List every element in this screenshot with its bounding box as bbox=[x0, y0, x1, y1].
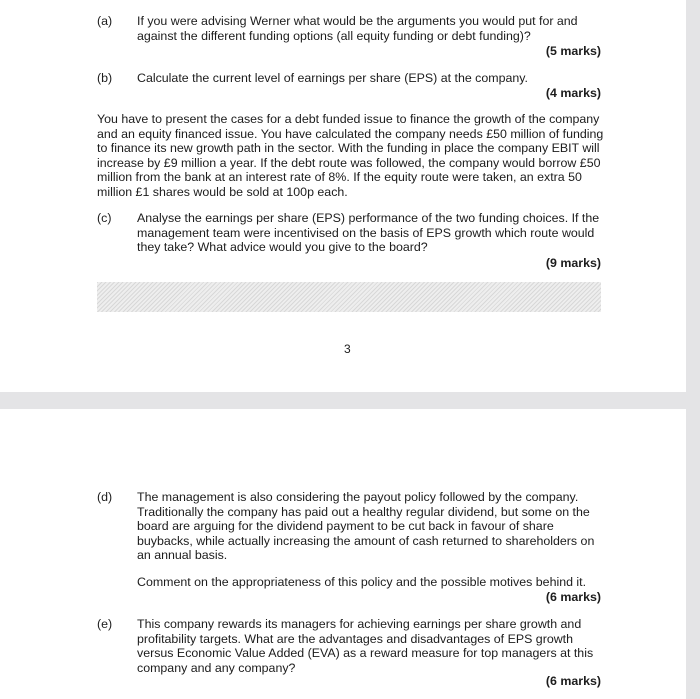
scenario-line-3: to finance its new growth path in the sector. With the funding in place the company EBIT will bbox=[97, 141, 600, 155]
question-d-comment: Comment on the appropriateness of this policy and the possible motives behind it. bbox=[137, 575, 587, 589]
question-b-label: (b) bbox=[97, 71, 113, 85]
page-number: 3 bbox=[344, 342, 351, 356]
scenario-line-6: million £1 shares would be sold at 100p each. bbox=[97, 184, 348, 199]
question-a-label: (a) bbox=[97, 14, 113, 28]
question-c-marks: (9 marks) bbox=[545, 256, 601, 270]
scenario-line-1: You have to present the cases for a debt funded issue to finance the growth of the company bbox=[97, 112, 600, 126]
question-d-line-3: board are arguing for the dividend payment to be cut back in favour of share bbox=[137, 519, 554, 533]
question-b-marks: (4 marks) bbox=[545, 86, 601, 100]
page-4 bbox=[0, 409, 686, 699]
question-d-label: (d) bbox=[97, 490, 113, 504]
question-d-line-5: an annual basis. bbox=[137, 548, 228, 562]
question-c-line-2: management team were incentivised on the basis of EPS growth which route would bbox=[137, 225, 595, 240]
question-a-line-2: against the different funding options (all equity funding or debt funding)? bbox=[137, 28, 531, 43]
question-d-marks: (6 marks) bbox=[545, 590, 601, 604]
question-e-line-3: versus Economic Value Added (EVA) as a reward measure for top managers at this bbox=[137, 646, 594, 660]
question-e-label: (e) bbox=[97, 617, 113, 631]
question-e-line-1: This company rewards its managers for achieving earnings per share growth and bbox=[137, 617, 582, 631]
redacted-answer-area bbox=[97, 282, 601, 312]
question-e-marks: (6 marks) bbox=[545, 674, 601, 688]
question-b-line-1: Calculate the current level of earnings per share (EPS) at the company. bbox=[137, 71, 528, 85]
question-d-line-2: Traditionally the company has paid out a healthy regular dividend, but some on the bbox=[137, 504, 590, 519]
question-d-line-1: The management is also considering the payout policy followed by the company. bbox=[137, 490, 579, 504]
question-c-line-1: Analyse the earnings per share (EPS) performance of the two funding choices. If the bbox=[137, 211, 600, 225]
question-a-marks: (5 marks) bbox=[545, 44, 601, 58]
question-a-line-1: If you were advising Werner what would be the arguments you would put for and bbox=[137, 14, 578, 28]
question-e-line-4: company and any company? bbox=[137, 660, 296, 675]
scenario-line-5: million from the bank at an interest rate of 8%. If the equity route were taken, an extra 50 bbox=[97, 170, 582, 184]
question-e-line-2: profitability targets. What are the advantages and disadvantages of EPS growth bbox=[137, 631, 573, 646]
scenario-line-4: increase by £9 million a year. If the debt route was followed, the company would borrow £50 bbox=[97, 155, 601, 170]
scenario-line-2: and an equity financed issue. You have calculated the company needs £50 million of funding bbox=[97, 126, 604, 141]
question-d-line-4: buybacks, while actually increasing the amount of cash returned to shareholders on bbox=[137, 533, 595, 548]
question-c-label: (c) bbox=[97, 211, 112, 225]
question-c-line-3: they take? What advice would you give to the board? bbox=[137, 240, 428, 254]
